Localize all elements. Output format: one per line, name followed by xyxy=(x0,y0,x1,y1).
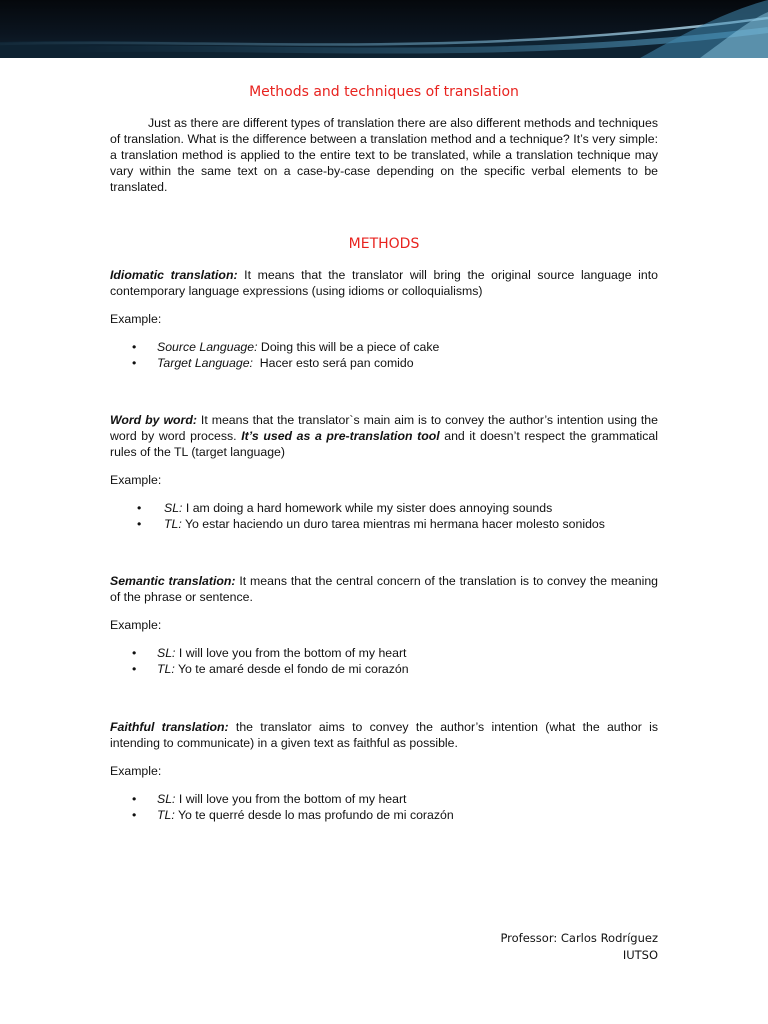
list-item xyxy=(110,516,658,532)
method-text: It means that the translator`s main aim is to convey the author’s intention using the word by word process. xyxy=(110,413,658,443)
document-footer xyxy=(500,930,658,964)
example-text: Hacer esto será pan comido xyxy=(252,356,414,370)
example-label: Example: xyxy=(110,618,162,632)
example-text: I will love you from the bottom of my heart xyxy=(175,646,407,660)
professor-name: Professor: Carlos Rodríguez xyxy=(500,931,658,945)
bullet-icon: • xyxy=(137,517,142,531)
list-item xyxy=(110,339,658,355)
intro-paragraph: Just as there are different types of translation there are also different methods and techniques of translation. What is the difference between a translation method and a technique? It’s very simple: a translation method is applied to the entire text to be translated, while a translation technique may vary within the same text on a case-by-case depending on the specific verbal elements to be translated. xyxy=(110,116,658,194)
example-language-label: SL: xyxy=(164,501,183,515)
method-idiomatic xyxy=(110,267,658,371)
example-text: Yo te querré desde lo mas profundo de mi corazón xyxy=(174,808,454,822)
example-language-label: Target Language: xyxy=(157,356,253,370)
institution-name: IUTSO xyxy=(622,948,658,962)
method-term: Faithful translation: xyxy=(110,720,229,734)
example-language-label: TL: xyxy=(157,808,175,822)
method-text: It means that the central concern of the translation is to convey the meaning of the phrase or sentence. xyxy=(110,574,659,604)
list-item xyxy=(110,807,658,823)
example-list xyxy=(110,645,658,677)
bullet-icon: • xyxy=(132,662,137,676)
example-text: I will love you from the bottom of my heart xyxy=(175,792,407,806)
bullet-icon: • xyxy=(132,792,137,806)
example-language-label: Source Language: xyxy=(157,340,258,354)
method-faithful xyxy=(110,719,658,823)
bullet-icon: • xyxy=(137,501,142,515)
example-text: Doing this will be a piece of cake xyxy=(257,340,440,354)
document-title: Methods and techniques of translation xyxy=(249,84,519,100)
example-language-label: SL: xyxy=(157,792,176,806)
example-language-label: TL: xyxy=(157,662,175,676)
method-text: and it doesn’t respect the grammatical rules of the TL (target language) xyxy=(110,429,658,459)
method-text: the translator aims to convey the author’s intention (what the author is intending to communicate) in a given text as faithful as possible. xyxy=(110,720,658,750)
bullet-icon: • xyxy=(132,808,137,822)
example-text: Yo estar haciendo un duro tarea mientras mi hermana hacer molesto sonidos xyxy=(181,517,605,531)
method-semantic xyxy=(110,573,658,677)
bullet-icon: • xyxy=(132,356,137,370)
example-list xyxy=(110,339,658,371)
example-text: I am doing a hard homework while my sister does annoying sounds xyxy=(182,501,553,515)
method-definition xyxy=(110,719,658,751)
method-definition xyxy=(110,573,658,605)
methods-heading: METHODS xyxy=(348,236,420,252)
method-definition xyxy=(110,267,658,299)
bullet-icon: • xyxy=(132,646,137,660)
method-word-by-word xyxy=(110,412,658,532)
method-term: Idiomatic translation: xyxy=(110,268,238,282)
banner-swoosh-graphic xyxy=(0,0,768,58)
list-item xyxy=(110,661,658,677)
header-banner xyxy=(0,0,768,58)
list-item xyxy=(110,355,658,371)
method-term: Semantic translation: xyxy=(110,574,236,588)
list-item xyxy=(110,791,658,807)
example-list xyxy=(110,500,658,532)
method-text: It means that the translator will bring the original source language into contemporary language expressions (using idioms or colloquialisms) xyxy=(110,268,658,298)
example-label: Example: xyxy=(110,473,162,487)
example-language-label: TL: xyxy=(164,517,182,531)
example-language-label: SL: xyxy=(157,646,176,660)
method-definition xyxy=(110,412,658,460)
example-list xyxy=(110,791,658,823)
method-emphasis: It’s used as a pre-translation tool xyxy=(241,429,440,443)
bullet-icon: • xyxy=(132,340,137,354)
example-label: Example: xyxy=(110,764,162,778)
method-term: Word by word: xyxy=(110,413,197,427)
example-text: Yo te amaré desde el fondo de mi corazón xyxy=(174,662,409,676)
list-item xyxy=(110,645,658,661)
list-item xyxy=(110,500,658,516)
example-label: Example: xyxy=(110,312,162,326)
